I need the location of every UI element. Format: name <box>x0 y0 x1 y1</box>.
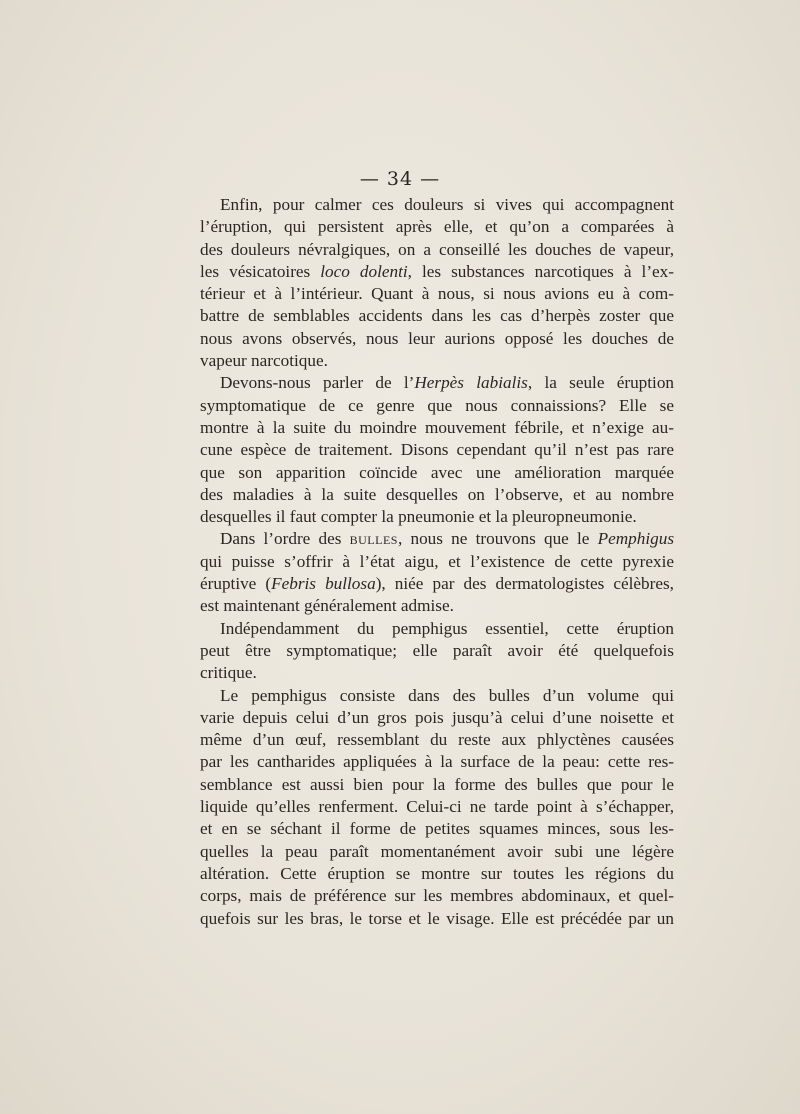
text-run: ), niée par des dermatologistes célèbres, <box>375 574 674 594</box>
text-line <box>200 372 674 394</box>
text-run: les vésicatoires <box>200 261 321 281</box>
text-run: l’éruption, qui persistent après elle, et qu’on a comparées à <box>200 217 674 237</box>
text-line <box>200 261 674 283</box>
italic-text: Herpès labialis <box>414 373 528 393</box>
text-line <box>200 484 674 506</box>
text-run: est maintenant généralement admise. <box>200 596 454 616</box>
text-run: qui puisse s’offrir à l’état aigu, et l’existence de cette pyrexie <box>200 551 674 571</box>
text-run: Enfin, pour calmer ces douleurs si vives qui accompagnent <box>220 195 674 214</box>
text-run: , la seule éruption <box>527 373 675 393</box>
text-line <box>200 528 674 550</box>
text-line <box>200 707 674 729</box>
text-run: desquelles il faut compter la pneumonie et la pleuropneumonie. <box>200 507 637 527</box>
text-run: éruptive ( <box>200 574 272 594</box>
text-run: même d’un œuf, ressemblant du reste aux phlyctènes causées <box>200 730 674 750</box>
text-run: Dans l’ordre des <box>220 529 350 549</box>
text-run: Le pemphigus consiste dans des bulles d’un volume qui <box>220 685 674 705</box>
text-run: térieur et à l’intérieur. Quant à nous, si nous avions eu à com- <box>200 284 674 304</box>
text-line <box>200 885 674 907</box>
text-line <box>200 573 674 595</box>
text-run: altération. Cette éruption se montre sur toutes les régions du <box>200 863 674 883</box>
text-run: Indépendamment du pemphigus essentiel, cette éruption <box>220 618 674 638</box>
text-line <box>200 506 674 528</box>
text-line <box>200 350 674 372</box>
text-run: quelles la peau paraît momentanément avoir subi une légère <box>200 841 674 861</box>
text-run: quefois sur les bras, le torse et le visage. Elle est précédée par un <box>200 908 674 928</box>
text-run: critique. <box>200 663 257 683</box>
text-line <box>200 662 674 684</box>
text-run: , les substances narcotiques à l’ex- <box>407 261 674 281</box>
text-run: , nous ne trouvons que le <box>397 529 598 549</box>
text-line <box>200 283 674 305</box>
text-run: vapeur narcotique. <box>200 351 328 371</box>
text-run: nous avons observés, nous leur aurions opposé les douches de <box>200 328 674 348</box>
body-text <box>200 194 674 930</box>
italic-text: Febris bullosa <box>271 574 376 594</box>
text-run: symptomatique de ce genre que nous connaissions? Elle se <box>200 395 674 415</box>
text-line <box>200 395 674 417</box>
text-line <box>200 305 674 327</box>
text-line <box>200 774 674 796</box>
text-line <box>200 841 674 863</box>
text-line <box>200 618 674 640</box>
text-line <box>200 729 674 751</box>
text-line <box>200 751 674 773</box>
text-line <box>200 863 674 885</box>
text-line <box>200 685 674 707</box>
text-line <box>200 239 674 261</box>
text-line <box>200 818 674 840</box>
text-line <box>200 216 674 238</box>
text-run: corps, mais de préférence sur les membres abdominaux, et quel- <box>200 886 674 906</box>
text-line <box>200 194 674 216</box>
small-caps-text: bulles <box>349 529 398 549</box>
text-run: Devons-nous parler de l’ <box>220 373 415 393</box>
text-run: des douleurs névralgiques, on a conseillé les douches de vapeur, <box>200 239 674 259</box>
text-line <box>200 462 674 484</box>
text-run: semblance est aussi bien pour la forme des bulles que pour le <box>200 774 674 794</box>
text-run: des maladies à la suite desquelles on l’observe, et au nombre <box>200 484 674 504</box>
text-run: peut être symptomatique; elle paraît avoir été quelquefois <box>200 640 674 660</box>
text-line <box>200 551 674 573</box>
text-line <box>200 796 674 818</box>
text-run: et en se séchant il forme de petites squames minces, sous les- <box>200 819 674 839</box>
text-line <box>200 439 674 461</box>
page-number: — 34 — <box>359 168 441 190</box>
text-run: varie depuis celui d’un gros pois jusqu’à celui d’une noisette et <box>200 707 674 727</box>
italic-text: loco dolenti <box>320 261 408 281</box>
text-line <box>200 417 674 439</box>
text-run: que son apparition coïncide avec une amélioration marquée <box>200 462 674 482</box>
italic-text: Pemphigus <box>597 529 675 549</box>
text-run: liquide qu’elles renferment. Celui-ci ne tarde point à s’échapper, <box>200 797 674 817</box>
text-line <box>200 595 674 617</box>
text-run: cune espèce de traitement. Disons cependant qu’il n’est pas rare <box>200 440 674 460</box>
text-line <box>200 328 674 350</box>
text-line <box>200 908 674 930</box>
text-run: battre de semblables accidents dans les cas d’herpès zoster que <box>200 306 674 326</box>
text-run: par les cantharides appliquées à la surface de la peau: cette res- <box>200 752 674 772</box>
text-run: montre à la suite du moindre mouvement fébrile, et n’exige au- <box>200 417 674 437</box>
text-line <box>200 640 674 662</box>
